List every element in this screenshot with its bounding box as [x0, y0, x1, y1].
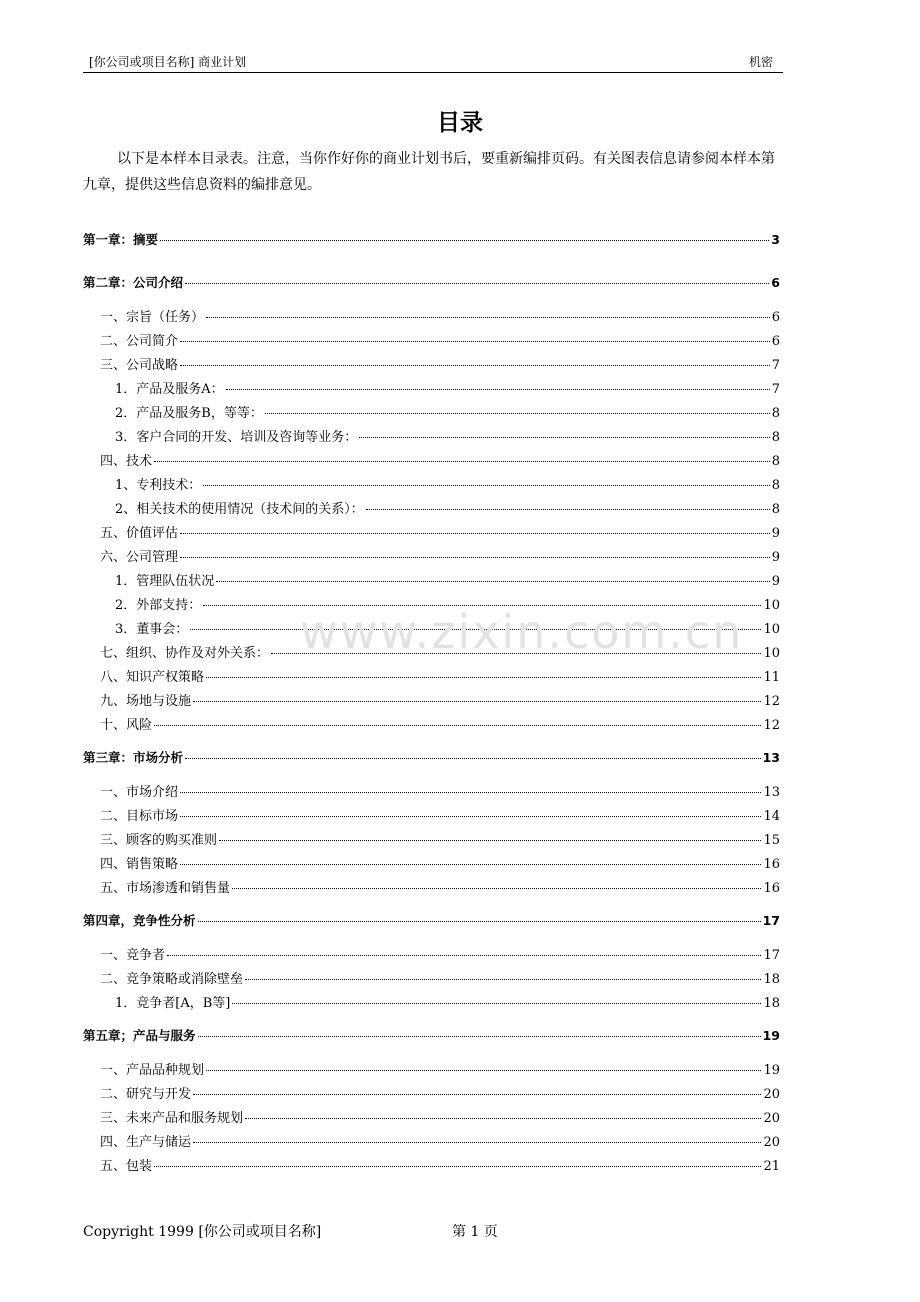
toc-leader-dots [198, 1036, 761, 1037]
toc-leader-dots [226, 389, 770, 390]
toc-entry[interactable] [83, 1107, 780, 1127]
toc-entry[interactable] [83, 1131, 780, 1151]
toc-entry-page: 21 [763, 1159, 780, 1174]
toc-entry-page: 8 [771, 406, 780, 421]
toc-entry[interactable] [83, 642, 780, 662]
toc-entry[interactable] [83, 474, 780, 494]
toc-entry-page: 18 [763, 996, 780, 1011]
toc-leader-dots [216, 581, 769, 582]
toc-entry-page: 19 [763, 1063, 780, 1078]
toc-leader-dots [154, 1166, 761, 1167]
toc-entry-page: 7 [771, 358, 780, 373]
toc-entry-page: 8 [771, 430, 780, 445]
toc-leader-dots [180, 864, 761, 865]
toc-entry[interactable] [83, 546, 780, 566]
footer-page-number: 第 1 页 [452, 1224, 498, 1240]
toc-entry-page: 17 [763, 948, 780, 963]
toc-entry-label: 三、未来产品和服务规划 [100, 1111, 244, 1126]
toc-entry[interactable] [83, 805, 780, 825]
toc-entry[interactable] [83, 402, 780, 422]
toc-entry-label: 2．产品及服务B，等等： [115, 406, 263, 421]
toc-entry-page: 13 [763, 785, 780, 800]
header-company-title: [你公司或项目名称] 商业计划 [89, 55, 247, 69]
toc-entry-label: 二、公司简介 [100, 334, 179, 349]
toc-entry-label: 四、销售策略 [100, 857, 179, 872]
page-title: 目录 [437, 110, 483, 136]
toc-entry-page: 19 [762, 1028, 780, 1043]
toc-entry-label: 1．管理队伍状况 [115, 574, 215, 589]
toc-chapter-entry[interactable] [83, 1026, 780, 1046]
toc-leader-dots [245, 979, 761, 980]
toc-leader-dots [154, 461, 770, 462]
toc-chapter-entry[interactable] [83, 748, 780, 768]
toc-entry-page: 20 [763, 1111, 780, 1126]
toc-chapter-entry[interactable] [83, 911, 780, 931]
toc-leader-dots [203, 485, 769, 486]
toc-entry-label: 九、场地与设施 [100, 694, 192, 709]
toc-entry-page: 8 [771, 502, 780, 517]
toc-leader-dots [203, 605, 761, 606]
toc-leader-dots [154, 725, 761, 726]
toc-entry-label: 3．董事会： [115, 622, 189, 637]
toc-leader-dots [245, 1118, 761, 1119]
toc-entry[interactable] [83, 354, 780, 374]
watermark: www.zixin.com.cn [300, 605, 744, 659]
toc-entry-label: 第二章：公司介绍 [83, 275, 184, 290]
toc-entry-label: 五、市场渗透和销售量 [100, 881, 231, 896]
toc-entry-label: 二、目标市场 [100, 809, 179, 824]
toc-leader-dots [180, 557, 770, 558]
toc-leader-dots [359, 437, 769, 438]
toc-leader-dots [232, 1003, 761, 1004]
toc-entry-page: 9 [771, 526, 780, 541]
toc-entry-label: 第一章：摘要 [83, 232, 159, 247]
toc-chapter-entry[interactable] [83, 273, 780, 293]
toc-entry-label: 1、专利技术： [115, 478, 202, 493]
toc-entry-page: 6 [771, 310, 780, 325]
toc-leader-dots [180, 792, 761, 793]
toc-entry-label: 2．外部支持： [115, 598, 202, 613]
toc-entry[interactable] [83, 944, 780, 964]
toc-entry-label: 十、风险 [100, 718, 153, 733]
toc-entry[interactable] [83, 877, 780, 897]
toc-entry-label: 八、知识产权策略 [100, 670, 205, 685]
toc-entry[interactable] [83, 714, 780, 734]
toc-entry-page: 11 [763, 670, 780, 685]
toc-leader-dots [180, 341, 770, 342]
toc-entry-page: 16 [763, 857, 780, 872]
toc-entry-label: 一、宗旨（任务） [100, 310, 205, 325]
toc-entry-label: 3．客户合同的开发、培训及咨询等业务： [115, 430, 358, 445]
toc-entry[interactable] [83, 450, 780, 470]
toc-leader-dots [366, 509, 770, 510]
toc-entry-label: 第五章；产品与服务 [83, 1028, 196, 1043]
toc-leader-dots [206, 1070, 761, 1071]
toc-leader-dots [193, 701, 761, 702]
toc-leader-dots [193, 1142, 761, 1143]
toc-entry[interactable] [83, 666, 780, 686]
page-header [83, 50, 783, 73]
toc-entry[interactable] [83, 378, 780, 398]
toc-leader-dots [206, 317, 770, 318]
toc-entry-page: 10 [763, 598, 780, 613]
toc-entry[interactable] [83, 522, 780, 542]
toc-leader-dots [206, 677, 761, 678]
toc-entry[interactable] [83, 1155, 780, 1175]
toc-entry[interactable] [83, 968, 780, 988]
toc-entry-page: 9 [771, 574, 780, 589]
toc-entry[interactable] [83, 829, 780, 849]
toc-entry-label: 1．产品及服务A： [115, 382, 224, 397]
toc-entry-page: 8 [771, 454, 780, 469]
toc-entry-page: 12 [763, 694, 780, 709]
toc-entry-page: 17 [762, 913, 780, 928]
toc-entry[interactable] [83, 498, 780, 518]
toc-entry-page: 9 [771, 550, 780, 565]
toc-entry[interactable] [83, 330, 780, 350]
toc-leader-dots [198, 921, 761, 922]
toc-entry-label: 二、研究与开发 [100, 1087, 192, 1102]
toc-entry[interactable] [83, 853, 780, 873]
toc-entry-label: 2、相关技术的使用情况（技术间的关系）： [115, 502, 364, 517]
toc-leader-dots [180, 816, 761, 817]
intro-paragraph: 以下是本样本目录表。注意，当你作好你的商业计划书后，要重新编排页码。有关图表信息请参阅本样本第九章，提供这些信息资料的编排意见。 [83, 151, 775, 193]
toc-entry-label: 三、公司战略 [100, 358, 179, 373]
toc-entry-label: 四、技术 [100, 454, 153, 469]
toc-entry[interactable] [83, 426, 780, 446]
toc-entry[interactable] [83, 1083, 780, 1103]
footer-copyright: Copyright 1999 [你公司或项目名称] [83, 1224, 322, 1240]
toc-entry[interactable] [83, 690, 780, 710]
toc-leader-dots [193, 1094, 761, 1095]
toc-entry-label: 第四章，竞争性分析 [83, 913, 196, 928]
toc-entry-label: 七、组织、协作及对外关系： [100, 646, 270, 661]
toc-entry-label: 一、竞争者 [100, 948, 166, 963]
toc-leader-dots [265, 413, 770, 414]
toc-leader-dots [185, 283, 769, 284]
toc-entry-page: 6 [771, 334, 780, 349]
toc-entry[interactable] [83, 781, 780, 801]
toc-entry[interactable] [83, 992, 780, 1012]
toc-entry-page: 18 [763, 972, 780, 987]
toc-entry-label: 一、市场介绍 [100, 785, 179, 800]
toc-entry[interactable] [83, 306, 780, 326]
toc-entry-label: 一、产品品种规划 [100, 1063, 205, 1078]
toc-entry-page: 8 [771, 478, 780, 493]
toc-entry-label: 六、公司管理 [100, 550, 179, 565]
toc-entry[interactable] [83, 570, 780, 590]
toc-leader-dots [185, 758, 761, 759]
toc-chapter-entry[interactable] [83, 230, 780, 250]
toc-entry-label: 五、价值评估 [100, 526, 179, 541]
toc-entry-label: 第三章：市场分析 [83, 750, 184, 765]
toc-entry-page: 13 [762, 750, 780, 765]
header-confidential-label: 机密 [748, 55, 773, 69]
toc-entry[interactable] [83, 618, 780, 638]
toc-entry-page: 10 [763, 646, 780, 661]
toc-entry-page: 16 [763, 881, 780, 896]
toc-leader-dots [232, 888, 761, 889]
toc-leader-dots [167, 955, 761, 956]
toc-entry-page: 3 [771, 232, 780, 247]
toc-leader-dots [180, 533, 770, 534]
toc-entry-page: 10 [763, 622, 780, 637]
toc-entry-label: 二、竞争策略或消除壁垒 [100, 972, 244, 987]
toc-leader-dots [160, 240, 769, 241]
toc-entry[interactable] [83, 594, 780, 614]
toc-entry-page: 20 [763, 1135, 780, 1150]
toc-entry-page: 20 [763, 1087, 780, 1102]
toc-entry-page: 15 [763, 833, 780, 848]
toc-entry-label: 1．竞争者[A，B等] [115, 996, 231, 1011]
toc-entry[interactable] [83, 1059, 780, 1079]
toc-entry-label: 三、顾客的购买准则 [100, 833, 218, 848]
toc-entry-page: 12 [763, 718, 780, 733]
toc-entry-page: 6 [771, 275, 780, 290]
toc-entry-label: 四、生产与储运 [100, 1135, 192, 1150]
toc-entry-page: 14 [763, 809, 780, 824]
toc-entry-page: 7 [771, 382, 780, 397]
toc-leader-dots [190, 629, 761, 630]
toc-leader-dots [219, 840, 761, 841]
toc-leader-dots [271, 653, 761, 654]
toc-entry-label: 五、包装 [100, 1159, 153, 1174]
toc-leader-dots [180, 365, 770, 366]
